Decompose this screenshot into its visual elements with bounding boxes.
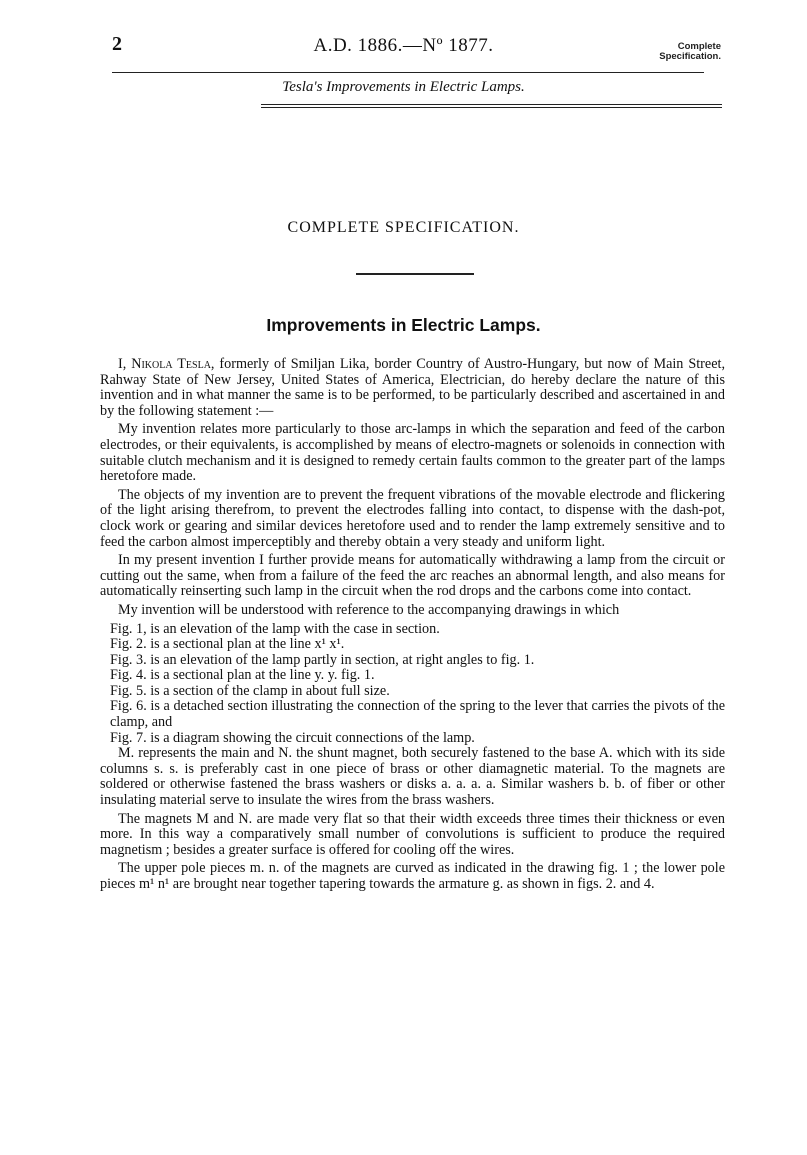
figure-description: Fig. 4. is a sectional plan at the line y. y. fig. 1. [110, 667, 375, 684]
body-paragraph: In my present invention I further provide means for automatically withdrawing a lamp from the circuit or cutting out the same, when from a failure of the feed the arc reaches an abnormal length, and also means for automatically reinserting such lamp in the circuit when the rod drops and the carbons come into contact. [100, 552, 725, 600]
body-paragraph: My invention will be understood with reference to the accompanying drawings in which [118, 601, 620, 618]
section-heading: COMPLETE SPECIFICATION. [287, 219, 520, 236]
figure-description: Fig. 1, is an elevation of the lamp with the case in section. [110, 620, 440, 637]
specification-label [659, 42, 721, 62]
figure-description: Fig. 7. is a diagram showing the circuit connections of the lamp. [110, 729, 475, 746]
document-body [100, 357, 725, 896]
running-title: Tesla's Improvements in Electric Lamps. [282, 79, 525, 95]
figure-description: Fig. 2. is a sectional plan at the line x¹ x¹. [110, 636, 345, 653]
document-title: Improvements in Electric Lamps. [266, 315, 541, 335]
specification-label-line1: Complete [677, 41, 721, 52]
body-paragraph: The objects of my invention are to prevent the frequent vibrations of the movable electrode and flickering of the light arising therefrom, to prevent the electrodes falling into contact, to dispense with the dash-pot, clock work or gearing and similar devices heretofore used and to render the lamp extremely sensitive and to feed the carbon almost imperceptibly and thereby obtain a very steady and uniform light. [100, 486, 725, 550]
figure-description: Fig. 3. is an elevation of the lamp partly in section, at right angles to fig. 1. [110, 651, 535, 668]
inventor-name: Nikola Tesla [131, 356, 211, 372]
running-title-rule [261, 104, 722, 105]
figure-description: Fig. 5. is a section of the clamp in about full size. [110, 682, 390, 699]
intro-text: , formerly of Smiljan Lika, border Country of Austro-Hungary, but now of Main Street, Rahway State of New Jersey, United States of America, Electrician, do hereby declare the nature of this invention and in what manner the same is to be performed, to be particularly described and ascertained in and by the following statement :— [100, 356, 725, 419]
body-paragraph: The magnets M and N. are made very flat so that their width exceeds three times their thickness or even more. In this way a comparatively small number of convolutions is sufficient to produce the required magnetism ; besides a greater surface is offered for cooling off the wires. [100, 810, 725, 858]
figure-description: Fig. 6. is a detached section illustrating the connection of the spring to the lever that carries the pivots of the clamp, and [110, 698, 725, 731]
page-number: 2 [112, 33, 122, 55]
body-paragraph: The upper pole pieces m. n. of the magnets are curved as indicated in the drawing fig. 1 ; the lower pole pieces m¹ n¹ are brought near together tapering towards the armature g. as shown in figs. 2. and 4. [100, 860, 725, 892]
specification-label-line2: Specification. [659, 51, 721, 62]
intro-prefix: I, [118, 356, 132, 372]
intro-paragraph [100, 357, 725, 419]
patent-header-title: A.D. 1886.—Nº 1877. [313, 35, 494, 56]
section-divider [356, 273, 474, 275]
body-paragraph: My invention relates more particularly to those arc-lamps in which the separation and feed of the carbon electrodes, or their equivalents, is accomplished by means of electro-magnets or solenoids in connection with suitable clutch mechanism and it is designed to remedy certain faults common to the greater part of the lamps heretofore made. [100, 421, 725, 485]
header-rule [112, 72, 704, 73]
body-paragraph: M. represents the main and N. the shunt magnet, both securely fastened to the base A. which with its side columns s. s. is preferably cast in one piece of brass or other diamagnetic material. To the magnets are soldered or otherwise fastened the brass washers or disks a. a. a. a. Similar washers b. b. of fiber or other insulating material serve to insulate the wires from the brass washers. [100, 745, 725, 809]
running-title-rule-second [261, 107, 722, 108]
